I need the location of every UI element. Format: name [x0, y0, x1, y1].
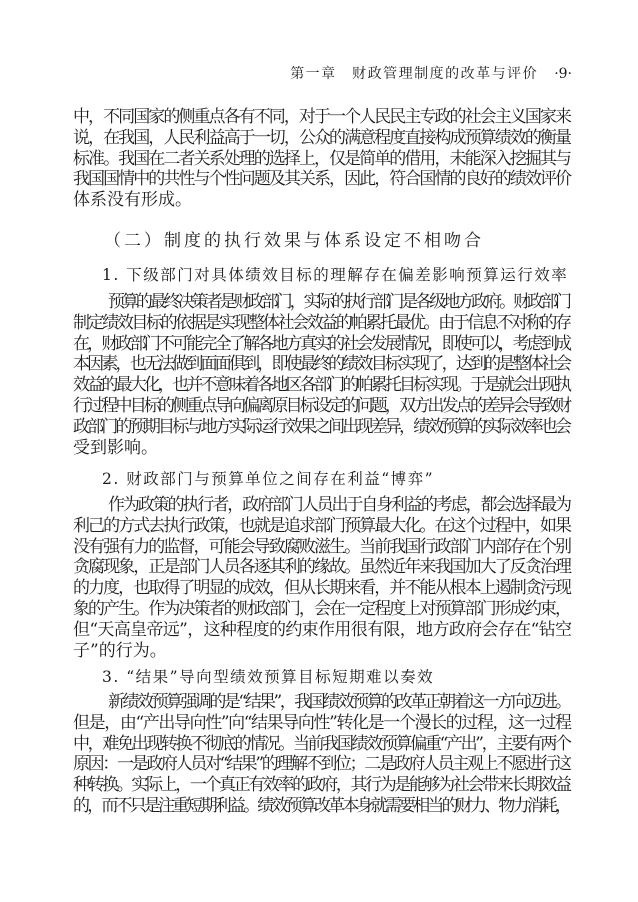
subheading: 3. “结果”导向型绩效预算目标短期难以奏效: [102, 668, 435, 686]
text-line: 行过程中目标的侧重点导向偏离原目标设定的问题，双方出发点的差异会导致财: [73, 395, 570, 416]
text-line: 原因：一是政府人员对“结果”的理解不到位；二是政府人员主观上不愿进行这: [73, 754, 570, 775]
text-line: 中，不同国家的侧重点各有不同，对于一个人民民主专政的社会主义国家来: [73, 107, 571, 127]
text-line: 没有强有力的监督，可能会导致腐败滋生。当前我国行政部门内部存在个别: [73, 536, 571, 557]
paragraph: [73, 495, 572, 661]
paragraph: [73, 292, 572, 458]
text-line: 说，在我国，人民利益高于一切，公众的满意程度直接构成预算绩效的衡量: [73, 127, 571, 148]
text-line: 的力度，也取得了明显的成效，但从长期来看，并不能从根本上遏制贪污现: [73, 578, 571, 599]
text-line: 政部门的预期目标与地方实际运行效果之间出现差异，绩效预算的实际效率也会: [73, 416, 570, 437]
text-line: 新绩效预算强调的是“结果”，我国绩效预算的改革正朝着这一方向迈进。: [108, 692, 570, 712]
text-line: 我国国情中的共性与个性问题及其关系，因此，符合国情的良好的绩效评价: [73, 169, 571, 190]
paragraph: [73, 692, 572, 817]
text-line: 的，而不只是注重短期利益。绩效预算改革本身就需要相当的财力、物力消耗，: [73, 795, 570, 816]
paragraph: [73, 107, 572, 211]
text-line: 利己的方式去执行政策，也就是追求部门预算最大化。在这个过程中，如果: [73, 515, 571, 536]
text-line: 效益的最大化，也并不意味着各地区各部门的帕累托目标实现。于是就会出现执: [73, 375, 570, 396]
text-line: 种转换。实际上，一个真正有效率的政府，其行为是能够为社会带来长期效益: [73, 775, 570, 796]
subheading: 1. 下级部门对具体绩效目标的理解存在偏差影响预算运行效率: [102, 266, 569, 284]
page-number: ·9·: [554, 66, 572, 82]
section-heading: （二）制度的执行效果与体系设定不相吻合: [104, 231, 484, 251]
text-line: 受到影响。: [73, 437, 158, 458]
running-header: [290, 63, 572, 83]
text-line: 体系没有形成。: [73, 190, 192, 211]
text-line: 预算的最终决策者是财政部门，实际的执行部门是各级地方政府。财政部门: [108, 292, 569, 312]
text-line: 象的产生。作为决策者的财政部门，会在一定程度上对预算部门形成约束，: [73, 598, 571, 619]
text-line: 贪腐现象，正是部门人员各逐其利的缘故。虽然近年来我国加大了反贪治理: [73, 557, 571, 578]
chapter-title: 第一章 财政管理制度的改革与评价: [290, 66, 539, 82]
text-line: 在，财政部门不可能完全了解各地方真实的社会发展情况，即使可以，考虑到成: [73, 333, 570, 354]
text-line: 中，难免出现转换不彻底的情况。当前我国绩效预算偏重“产出”，主要有两个: [73, 733, 570, 754]
text-line: 但“天高皇帝远”，这种程度的约束作用很有限，地方政府会存在“钻空: [73, 619, 572, 640]
subheading: 2. 财政部门与预算单位之间存在利益“博弈”: [102, 470, 435, 488]
text-line: 本因素，也无法做到面面俱到，即使最终的绩效目标实现了，达到的是整体社会: [73, 354, 570, 375]
text-line: 但是，由“产出导向性”向“结果导向性”转化是一个漫长的过程，这一过程: [73, 712, 571, 733]
text-line: 标准。我国在二者关系处理的选择上，仅是简单的借用，未能深入挖掘其与: [73, 148, 571, 169]
text-line: 制定绩效目标的依据是实现整体社会效益的帕累托最优。由于信息不对称的存: [73, 312, 570, 333]
text-line: 子”的行为。: [73, 640, 167, 661]
text-line: 作为政策的执行者，政府部门人员出于自身利益的考虑，都会选择最为: [108, 495, 570, 515]
